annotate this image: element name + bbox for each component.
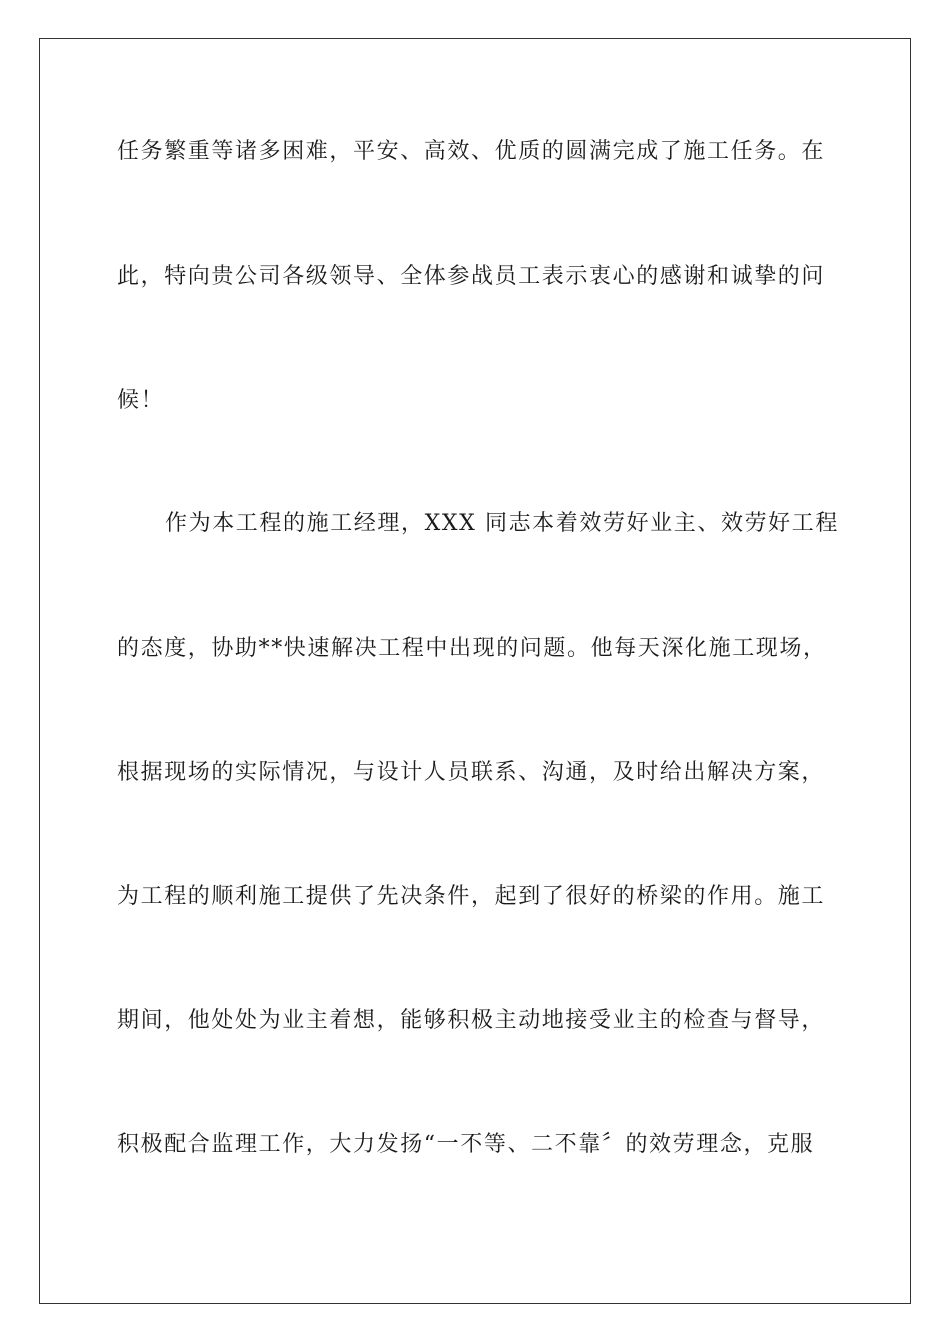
paragraph-1-line-3: 候！ <box>117 388 165 413</box>
paragraph-2-line-5: 期间，他处处为业主着想，能够积极主动地接受业主的检查与督导， <box>117 1008 826 1033</box>
paragraph-1-line-1: 任务繁重等诸多困难，平安、高效、优质的圆满完成了施工任务。在 <box>117 139 826 164</box>
paragraph-1-line-2: 此，特向贵公司各级领导、全体参战员工表示衷心的感谢和诚挚的问 <box>117 264 826 289</box>
paragraph-2-line-1: 作为本工程的施工经理，XXX 同志本着效劳好业主、效劳好工程 <box>165 511 839 536</box>
paragraph-2-line-3: 根据现场的实际情况，与设计人员联系、沟通，及时给出解决方案， <box>117 760 826 785</box>
paragraph-2-line-6: 积极配合监理工作，大力发扬“一不等、二不靠〞的效劳理念，克服 <box>117 1132 815 1157</box>
paragraph-2-line-2: 的态度，协助**快速解决工程中出现的问题。他每天深化施工现场， <box>117 636 827 661</box>
page-frame <box>39 38 911 1304</box>
paragraph-2-line-4: 为工程的顺利施工提供了先决条件，起到了很好的桥梁的作用。施工 <box>117 884 826 909</box>
